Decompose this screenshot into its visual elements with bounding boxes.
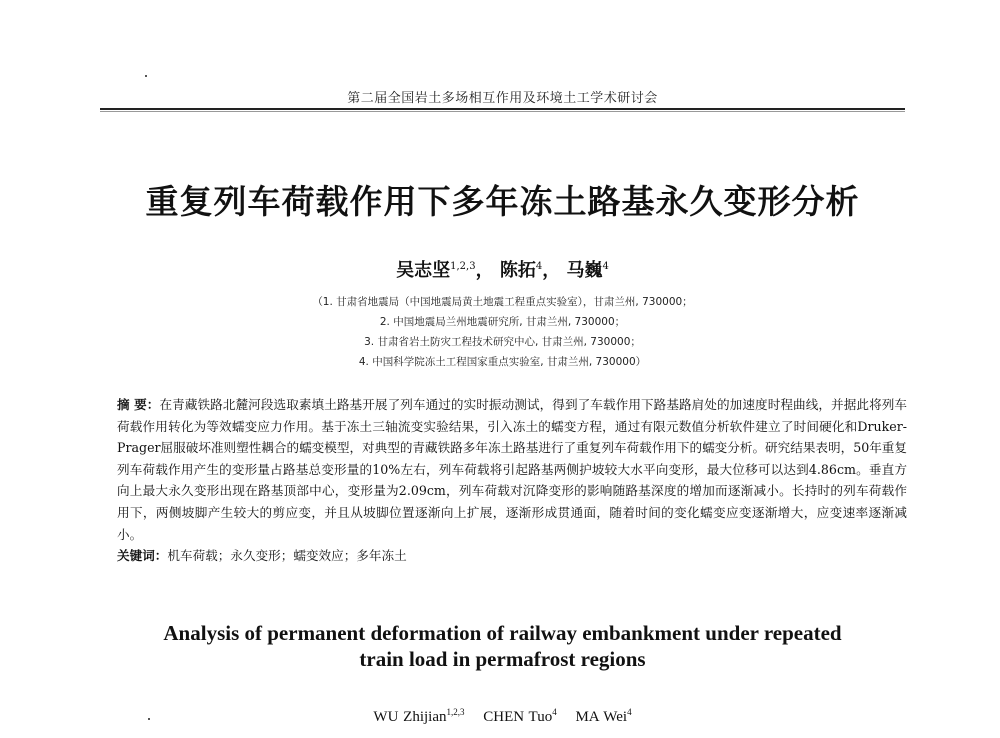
author-affiliation-marker: 4 — [552, 707, 557, 717]
author-name-en: WU Zhijian — [373, 709, 447, 725]
authors-cn — [100, 256, 905, 282]
author-affiliation-marker: 4 — [627, 707, 632, 717]
paper-title-cn: 重复列车荷载作用下多年冻土路基永久变形分析 — [145, 182, 860, 221]
affiliations — [100, 292, 905, 372]
header-rule-thin — [100, 111, 905, 112]
author-name: 马巍 — [566, 260, 603, 281]
author-name: 吴志坚 — [396, 260, 451, 281]
affiliation-line: （1. 甘肃省地震局（中国地震局黄土地震工程重点实验室），甘肃兰州, 730000； — [312, 296, 693, 308]
author-separator: ， — [475, 260, 494, 281]
affiliation-line: 2. 中国地震局兰州地震研究所, 甘肃兰州, 730000； — [379, 316, 626, 328]
affiliation-line: 4. 中国科学院冻土工程国家重点实验室, 甘肃兰州, 730000） — [358, 356, 647, 368]
keywords-paragraph — [117, 545, 907, 567]
paper-title-en — [100, 620, 905, 672]
author-separator: ， — [542, 260, 561, 281]
header-rule — [100, 108, 905, 110]
running-header: 第二届全国岩土多场相互作用及环境土工学术研讨会 — [347, 91, 658, 106]
abstract-label: 摘 要： — [117, 397, 160, 412]
abstract-text: 在青藏铁路北麓河段选取素填土路基开展了列车通过的实时振动测试，得到了车载作用下路基路肩处的加速度时程曲线，并据此将列车荷载作用转化为等效蠕变应力作用。基于冻土三轴流变实验结果，引入冻土的蠕变方程，通过有限元数值分析软件建立了时间硬化和Druker-Prager屈服破坏准则塑性耦合的蠕变模型，对典型的青藏铁路多年冻土路基进行了重复列车荷载作用下的蠕变分析。研究结果表明，50年重复列车荷载作用产生的变形量占路基总变形量的10%左右，列车荷载将引起路基两侧护坡较大水平向变形，最大位移可以达到4.86cm。垂直方向上最大永久变形出现在路基顶部中心，变形量为2.09cm，列车荷载对沉降变形的影响随路基深度的增加而逐渐减小。长持时的列车荷载作用下，两侧坡脚产生较大的剪应变，并且从坡脚位置逐渐向上扩展，逐渐形成贯通面，随着时间的变化蠕变应变逐渐增大，应变速率逐渐减小。 — [117, 397, 908, 542]
author-affiliation-marker: 1,2,3 — [446, 707, 465, 717]
author-name-en: CHEN Tuo — [483, 709, 553, 725]
affiliation-line: 3. 甘肃省岩土防灾工程技术研究中心, 甘肃兰州, 730000； — [364, 336, 641, 348]
author-name-en: MA Wei — [575, 709, 628, 725]
paper-title-en-line: train load in permafrost regions — [359, 647, 646, 671]
keywords-text: 机车荷载；永久变形；蠕变效应；多年冻土 — [167, 548, 407, 564]
abstract-block — [117, 394, 907, 567]
paper-title-en-line: Analysis of permanent deformation of railway embankment under repeated — [163, 621, 842, 645]
abstract-paragraph — [117, 394, 907, 545]
authors-en — [100, 707, 905, 726]
scan-speck — [145, 75, 147, 77]
author-affiliation-marker: 4 — [602, 261, 609, 272]
author-name: 陈拓 — [499, 260, 536, 281]
author-affiliation-marker: 4 — [535, 261, 543, 272]
author-affiliation-marker: 1,2,3 — [450, 261, 476, 272]
keywords-label: 关键词： — [117, 548, 168, 564]
